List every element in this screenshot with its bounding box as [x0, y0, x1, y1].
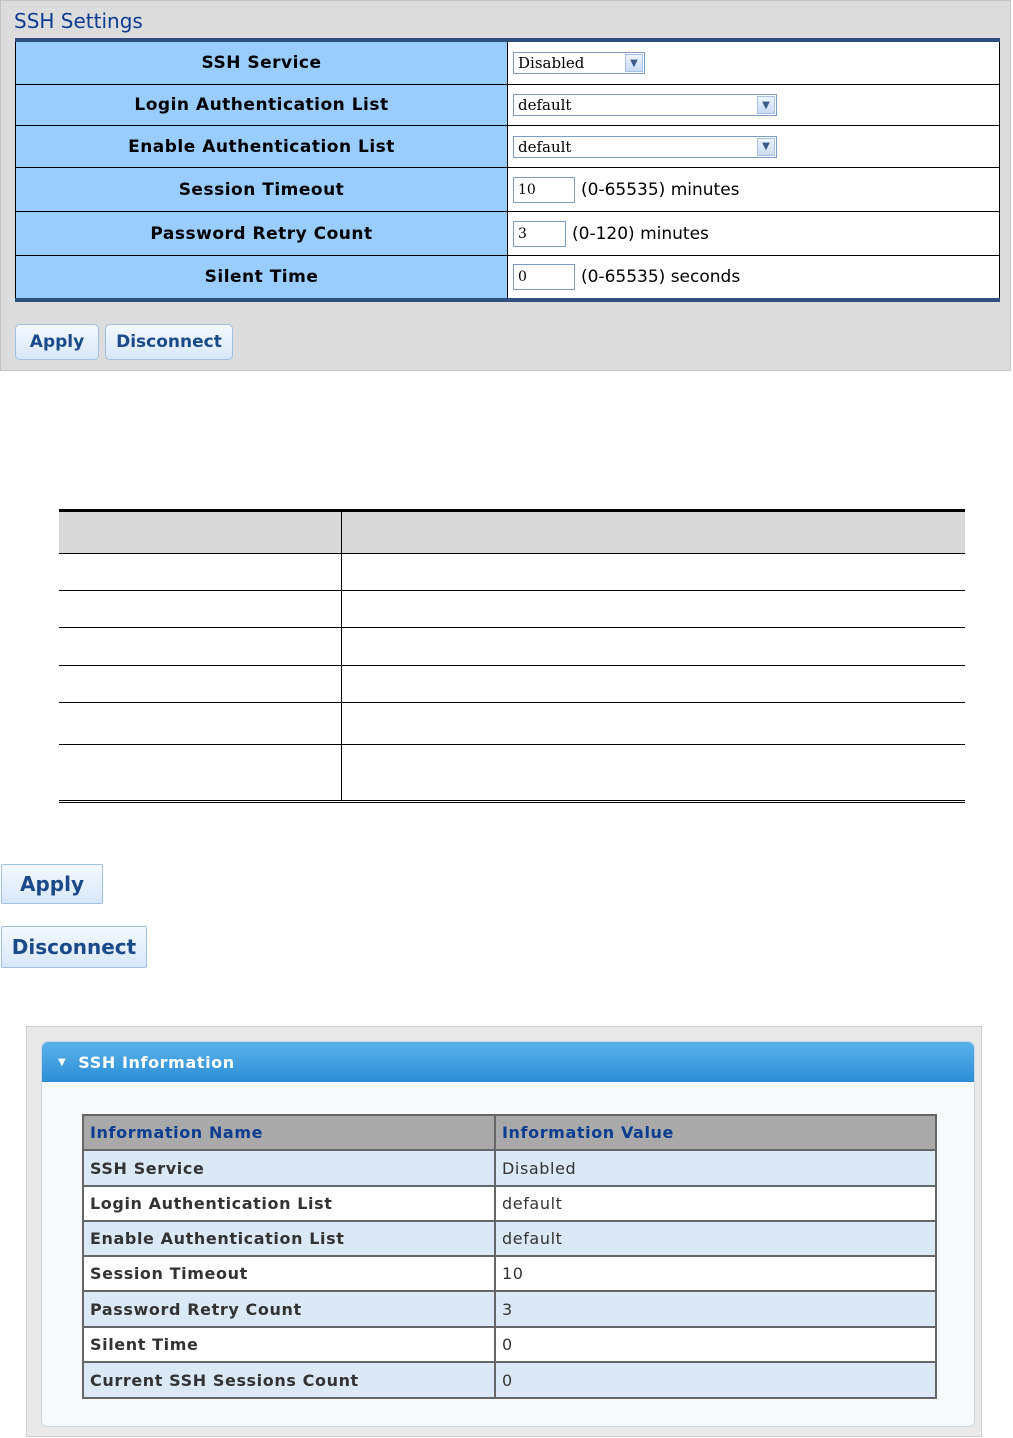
info-value-cell: 3: [502, 1299, 513, 1319]
info-name-cell: Silent Time: [84, 1328, 496, 1361]
ssh-service-label: SSH Service: [15, 42, 508, 84]
ssh-settings-panel: [0, 0, 1011, 371]
login-auth-select[interactable]: default ▼: [513, 94, 777, 116]
chevron-down-icon: ▼: [757, 138, 775, 156]
table-row: [59, 591, 965, 628]
info-name-cell: Password Retry Count: [84, 1292, 496, 1326]
info-value-cell: 0: [502, 1335, 513, 1354]
information-table: [82, 1114, 937, 1399]
disconnect-button-large[interactable]: Disconnect: [1, 926, 147, 968]
session-timeout-label: Session Timeout: [15, 168, 508, 211]
info-value-cell: Disabled: [502, 1158, 577, 1178]
silent-time-input[interactable]: 0: [513, 264, 575, 290]
password-retry-label: Password Retry Count: [15, 212, 508, 255]
info-value-cell: default: [502, 1194, 563, 1213]
password-retry-hint: (0-120) minutes: [572, 223, 709, 244]
settings-title: SSH Settings: [14, 9, 143, 33]
chevron-down-icon: ▼: [757, 96, 775, 114]
info-name-cell: Current SSH Sessions Count: [84, 1363, 496, 1397]
apply-button[interactable]: Apply: [15, 324, 99, 360]
settings-row-session-timeout: [15, 167, 1000, 211]
enable-auth-label: Enable Authentication List: [15, 126, 508, 167]
table-row: [84, 1363, 935, 1397]
table-row: [59, 703, 965, 745]
column-header-value: Information Value: [502, 1123, 674, 1142]
info-name-cell: Enable Authentication List: [84, 1222, 496, 1255]
ssh-information-panel: [26, 1026, 982, 1437]
info-name-cell: Login Authentication List: [84, 1187, 496, 1220]
collapse-triangle-icon: ▼: [58, 1056, 67, 1068]
table-row: [59, 628, 965, 666]
enable-auth-select[interactable]: default ▼: [513, 136, 777, 158]
info-value-cell: 10: [502, 1264, 524, 1283]
table-row: [84, 1292, 935, 1328]
info-value-cell: 0: [502, 1370, 513, 1390]
table-row: [84, 1257, 935, 1292]
settings-row-password-retry: [15, 211, 1000, 255]
table-header-row: [84, 1116, 935, 1151]
settings-row-ssh-service: [15, 42, 1000, 84]
ssh-information-header[interactable]: [42, 1042, 974, 1082]
settings-row-enable-auth: [15, 125, 1000, 167]
silent-time-label: Silent Time: [15, 256, 508, 298]
description-table-header: [59, 512, 965, 554]
table-row: [59, 553, 965, 591]
apply-button-large[interactable]: Apply: [1, 864, 103, 904]
table-row: [59, 666, 965, 703]
silent-time-hint: (0-65535) seconds: [581, 267, 741, 287]
session-timeout-hint: (0-65535) minutes: [581, 179, 740, 200]
password-retry-input[interactable]: 3: [513, 221, 566, 247]
description-table: [59, 509, 965, 803]
chevron-down-icon: ▼: [625, 54, 643, 72]
table-row: [84, 1151, 935, 1187]
table-row: [84, 1222, 935, 1257]
table-row: [84, 1187, 935, 1222]
settings-row-login-auth: [15, 84, 1000, 125]
login-auth-label: Login Authentication List: [15, 85, 508, 125]
info-name-cell: Session Timeout: [84, 1257, 496, 1290]
disconnect-button[interactable]: Disconnect: [105, 324, 233, 360]
column-header-name: Information Name: [84, 1116, 496, 1149]
column-divider: [341, 512, 342, 800]
info-name-cell: SSH Service: [84, 1151, 496, 1185]
table-row: [84, 1328, 935, 1363]
session-timeout-input[interactable]: 10: [513, 177, 575, 203]
ssh-service-select[interactable]: Disabled ▼: [513, 52, 645, 74]
settings-table: [15, 38, 1000, 302]
settings-row-silent-time: [15, 255, 1000, 298]
info-value-cell: default: [502, 1229, 563, 1248]
ssh-information-title: SSH Information: [78, 1052, 235, 1072]
